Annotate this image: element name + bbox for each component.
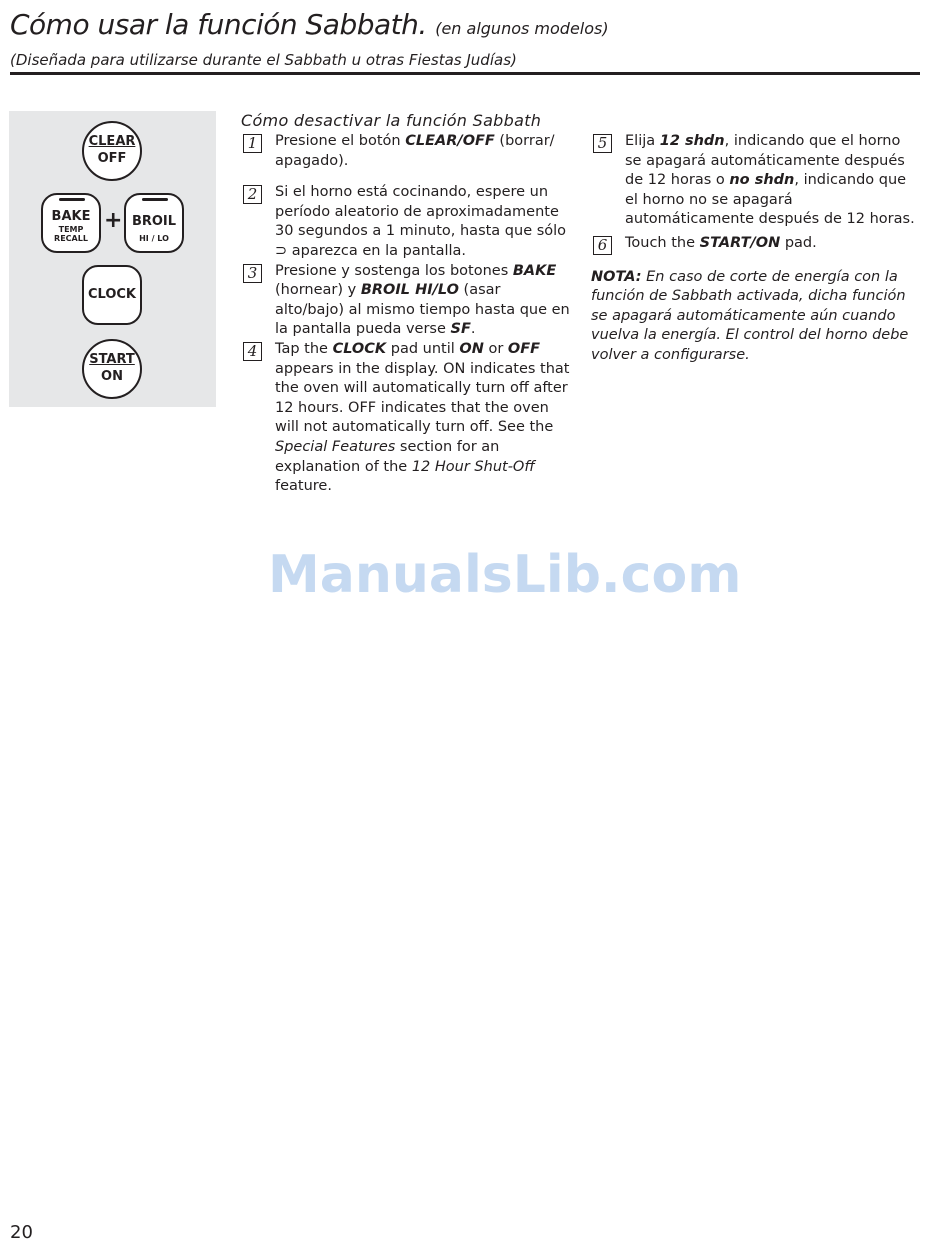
indicator-bar bbox=[142, 198, 168, 201]
step-text: , indicando que el horno se apagará automáticamente después de 12 horas o bbox=[625, 133, 905, 189]
instructions-column-right bbox=[591, 132, 921, 366]
recall-label: RECALL bbox=[54, 234, 88, 243]
note-text: En caso de corte de energía con la función de Sabbath activada, dicha función se apagará automáticamente aún cuando vuelva la energía. El control del horno debe volver a configurarse. bbox=[591, 268, 909, 363]
watermark: ManualsLib.com bbox=[268, 545, 742, 605]
keypad-illustration bbox=[9, 111, 216, 407]
clock-label: CLOCK bbox=[87, 287, 137, 302]
step-4 bbox=[241, 340, 573, 497]
step-2 bbox=[241, 183, 573, 261]
step-number: 3 bbox=[243, 264, 262, 283]
header-rule bbox=[10, 72, 920, 75]
page-number: 20 bbox=[10, 1222, 33, 1243]
title-text: Cómo usar la función Sabbath. bbox=[10, 8, 427, 41]
page-header bbox=[10, 6, 920, 72]
step-number: 6 bbox=[593, 236, 612, 255]
step-text: (asar alto/bajo) al mismo tiempo hasta que en la pantalla pueda verse bbox=[275, 282, 570, 338]
step-text: Presione y sostenga los botones bbox=[275, 262, 513, 279]
clock-pad bbox=[82, 265, 142, 325]
clear-off-pad bbox=[82, 121, 142, 181]
step-italic: 12 Hour Shut-Off bbox=[411, 458, 535, 475]
step-bold: BROIL HI/LO bbox=[360, 282, 459, 299]
step-number: 2 bbox=[243, 185, 262, 204]
step-number: 5 bbox=[593, 134, 612, 153]
step-text: Tap the bbox=[275, 340, 333, 357]
step-text: (borrar/ apagado). bbox=[275, 133, 555, 169]
title-note: (en algunos modelos) bbox=[435, 19, 609, 38]
on-label: ON bbox=[101, 369, 123, 384]
step-text: pad. bbox=[780, 234, 817, 251]
step-text: appears in the display. ON indicates that the oven will automatically turn off after 12 hours. OFF indicates that the oven will not automatically turn off. See the bbox=[275, 360, 570, 436]
step-text: Presione el botón bbox=[275, 133, 406, 149]
section-heading: Cómo desactivar la función Sabbath bbox=[241, 111, 542, 130]
step-3 bbox=[241, 262, 573, 340]
clear-label: CLEAR bbox=[88, 134, 136, 149]
step-bold: BAKE bbox=[512, 262, 557, 279]
temp-label: TEMP bbox=[58, 225, 84, 234]
start-label: START bbox=[89, 352, 135, 367]
step-text: Si el horno está cocinando, espere un período aleatorio de aproximadamente 30 segundos a 1 minuto, hasta que sólo ⊃ aparezca en la pantalla. bbox=[275, 184, 567, 259]
indicator-bar bbox=[59, 198, 85, 201]
step-bold: SF bbox=[450, 321, 471, 338]
step-bold: CLOCK bbox=[332, 340, 387, 357]
step-text: feature. bbox=[275, 478, 332, 495]
step-bold: ON bbox=[459, 340, 484, 357]
instructions-column-left bbox=[241, 110, 573, 497]
bake-label: BAKE bbox=[51, 209, 91, 224]
step-5 bbox=[591, 132, 921, 230]
plus-sign: + bbox=[104, 208, 123, 233]
off-label: OFF bbox=[97, 151, 127, 166]
step-number: 4 bbox=[243, 342, 262, 361]
hi-lo-label: HI / LO bbox=[139, 234, 169, 243]
note-label: NOTA: bbox=[591, 268, 642, 285]
step-bold: CLEAR/OFF bbox=[405, 133, 495, 149]
page-title bbox=[10, 6, 920, 48]
step-text: . bbox=[470, 321, 476, 338]
step-text: , indicando que el horno no se apagará automáticamente después de 12 horas. bbox=[625, 172, 915, 228]
step-text: or bbox=[483, 340, 508, 357]
step-text: Touch the bbox=[625, 234, 700, 251]
step-bold: OFF bbox=[507, 340, 541, 357]
note-paragraph bbox=[591, 268, 921, 366]
step-bold: no shdn bbox=[729, 172, 795, 189]
bake-pad bbox=[41, 193, 101, 253]
step-text: (hornear) y bbox=[275, 282, 361, 299]
step-text: section for an explanation of the bbox=[275, 438, 500, 475]
page-subtitle: (Diseñada para utilizarse durante el Sabbath u otras Fiestas Judías) bbox=[10, 51, 517, 69]
step-text: Elija bbox=[625, 133, 660, 149]
step-text: pad until bbox=[386, 340, 460, 357]
step-bold: START/ON bbox=[699, 234, 781, 251]
step-bold: 12 shdn bbox=[659, 133, 725, 149]
broil-pad bbox=[124, 193, 184, 253]
step-italic: Special Features bbox=[275, 438, 396, 455]
broil-label: BROIL bbox=[131, 214, 177, 229]
step-6 bbox=[591, 234, 921, 254]
step-number: 1 bbox=[243, 134, 262, 153]
step-1 bbox=[241, 132, 573, 171]
start-on-pad bbox=[82, 339, 142, 399]
